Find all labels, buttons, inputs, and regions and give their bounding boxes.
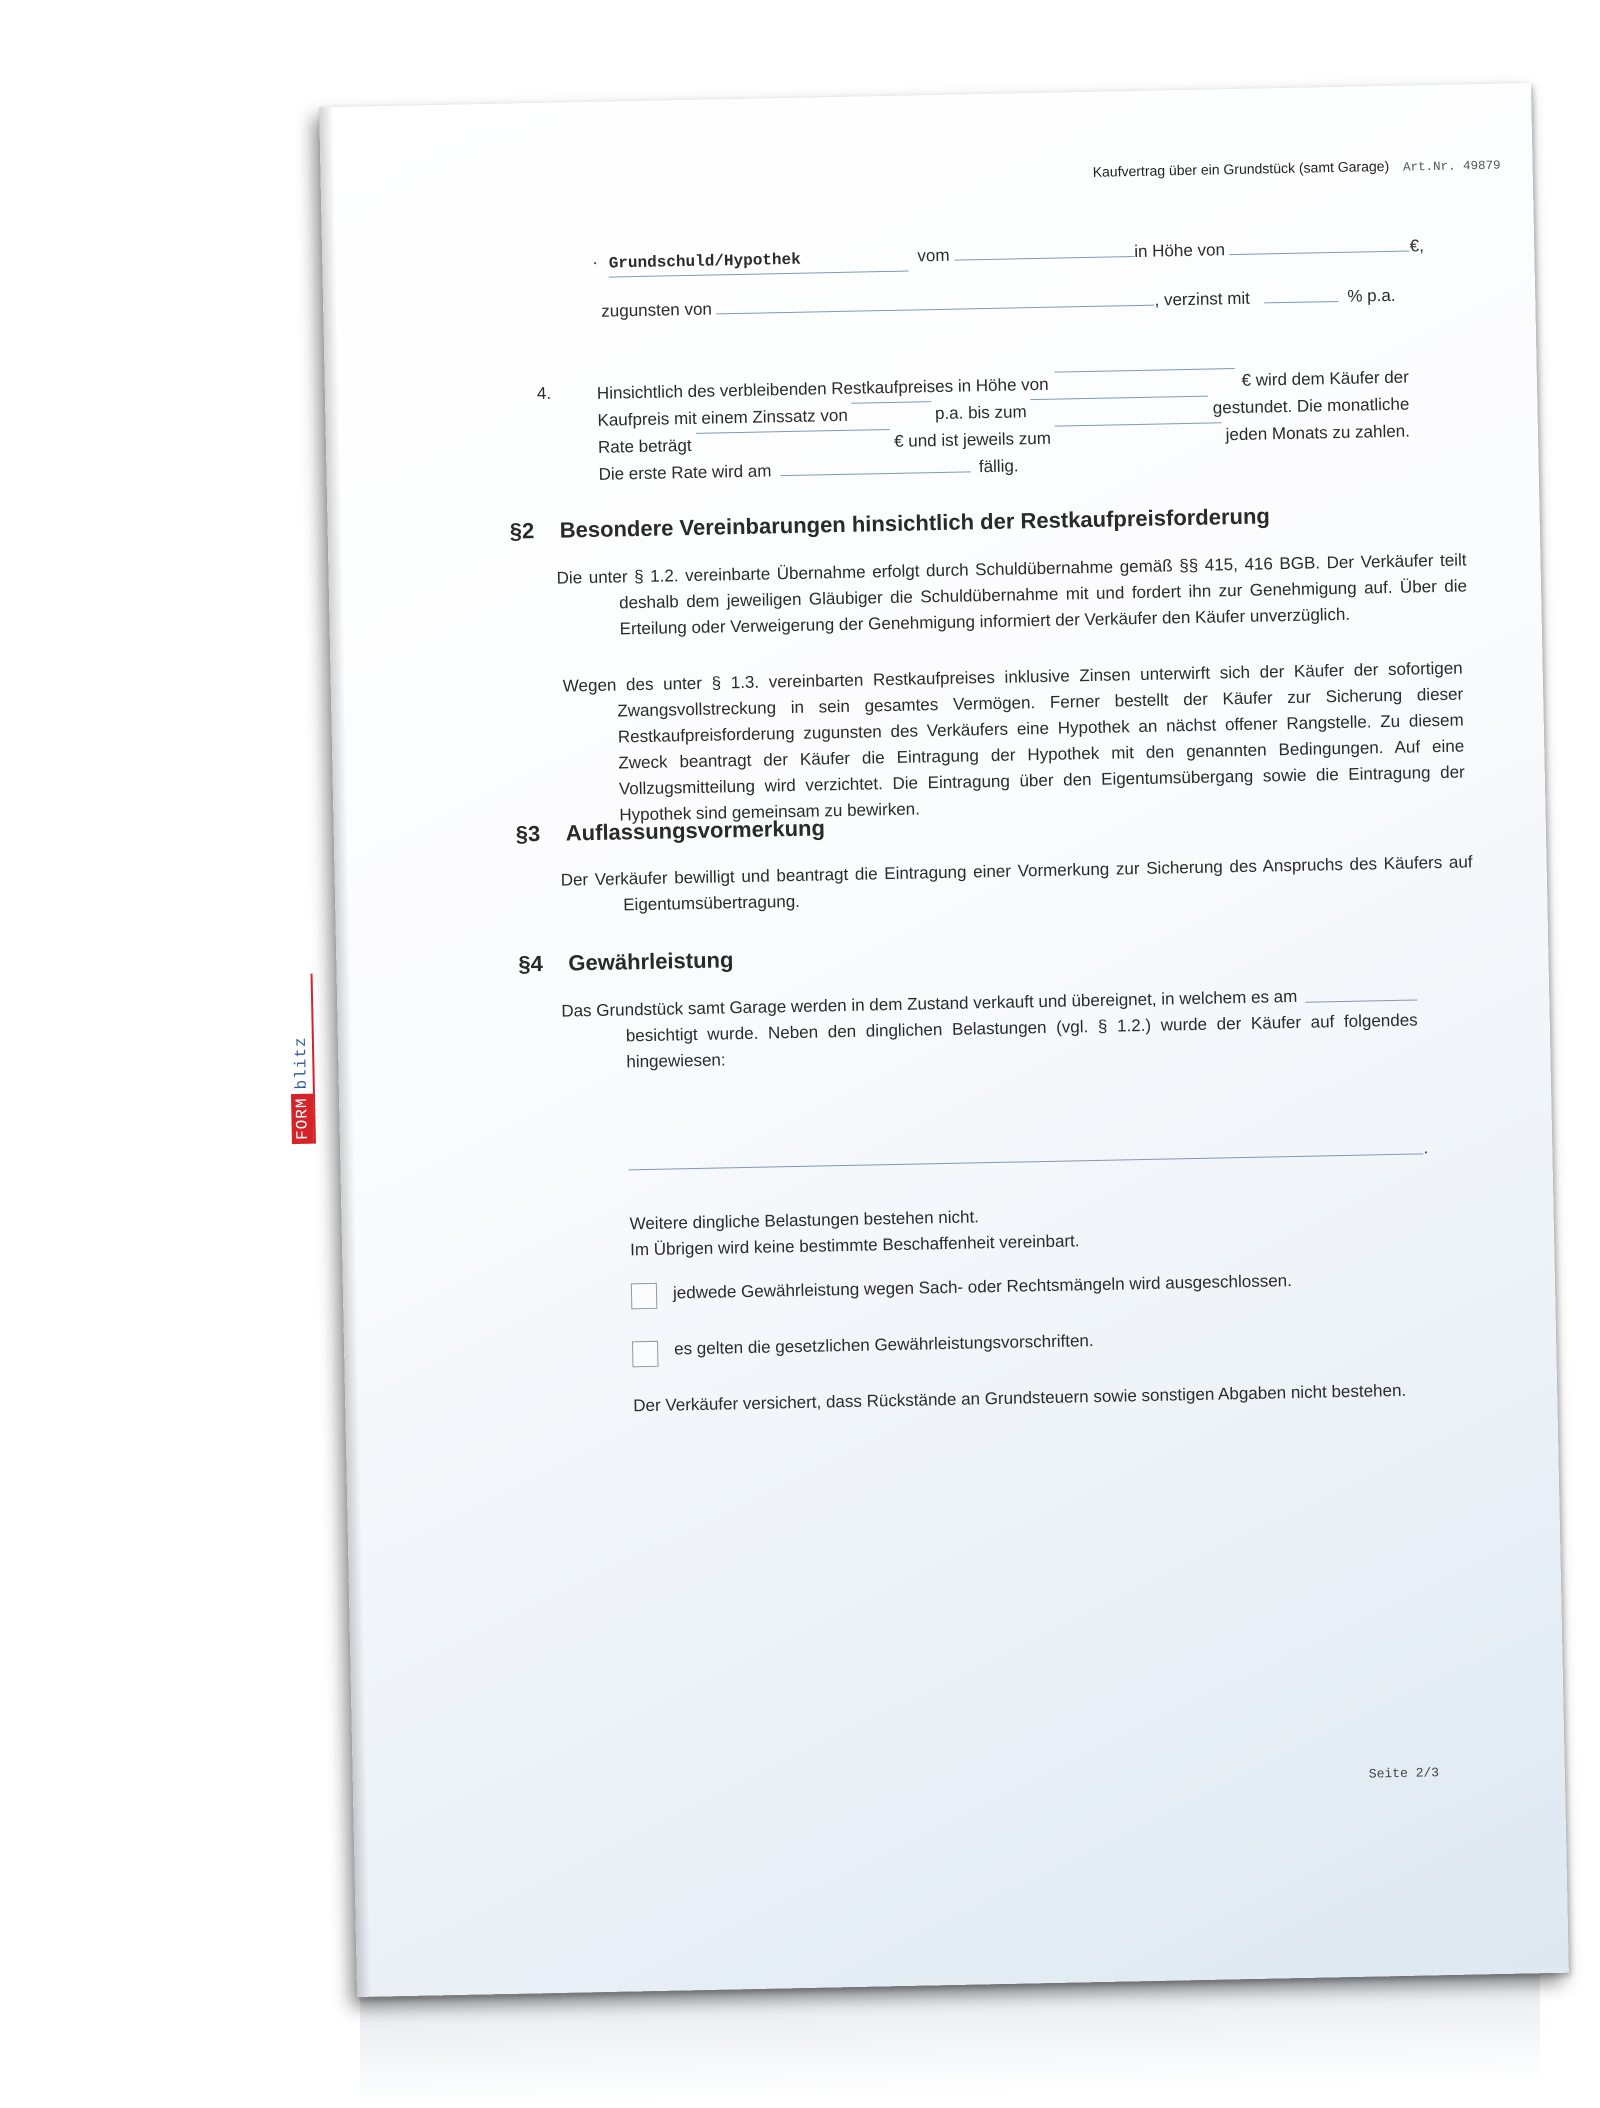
section-number: §2 (509, 518, 535, 544)
label-euro: €, (1409, 236, 1425, 256)
interest-rate-field[interactable] (852, 400, 931, 404)
article-number: Art.Nr. 49879 (1402, 158, 1501, 175)
logo-part-blitz: blitz (291, 1036, 311, 1090)
interest-field[interactable] (1265, 300, 1339, 303)
clause-4-text: p.a. bis zum (934, 402, 1027, 424)
section-title: Gewährleistung (568, 947, 734, 976)
bullet: · (592, 252, 599, 272)
page-header (1060, 156, 1500, 182)
checkbox-statutory-warranty[interactable] (632, 1341, 659, 1368)
clause-4-text: € wird dem Käufer der (1241, 367, 1409, 390)
beneficiary-field[interactable] (717, 304, 1155, 315)
clause-4-text: fällig. (978, 456, 1019, 477)
encumbrance-row-1 (592, 233, 1424, 278)
option-1-label: jedwede Gewährleistung wegen Sach- oder Rechtsmängeln wird ausgeschlossen. (672, 1271, 1293, 1303)
amount-field[interactable] (1230, 249, 1410, 255)
option-2-label: es gelten die gesetzlichen Gewährleistungsvorschriften. (673, 1331, 1094, 1359)
section-number: §4 (518, 951, 544, 977)
section-4-paragraph-4: Der Verkäufer versichert, dass Rückstände an Grundsteuern sowie sonstigen Abgaben nicht bestehen. (633, 1380, 1407, 1416)
inspection-date-field[interactable] (1305, 998, 1417, 1002)
label-in-hoehe-von: in Höhe von (1134, 240, 1226, 262)
label-zugunsten-von: zugunsten von (601, 299, 713, 321)
clause-4-number: 4. (536, 383, 552, 404)
label-percent-pa: % p.a. (1347, 285, 1396, 306)
section-3-paragraph: Der Verkäufer bewilligt und beantragt die Eintragung einer Vormerkung zur Sicherung des Anspruchs des Käufers auf Eigentumsübertragung. (560, 852, 1473, 915)
encumbrance-type-value: Grundschuld/Hypothek (608, 250, 801, 273)
section-2-paragraph-2: Wegen des unter § 1.3. vereinbarten Restkaufpreises inklusive Zinsen unterwirft sich der Käufer der sofortigen Zwangsvollstreckung in sein gesamtes Vermögen. Ferner bestellt der Käufer zur Sicherung dieser Restkaufpreisforderung zugunsten des Verkäufers eine Hypothek an nächst offener Rangstelle. Zu diesem Zweck beantragt der Käufer die Eintragung der Hypothek mit den genannten Bedingungen. Auf eine Vollzugsmitteilung wird verzichtet. Die Eintragung über den Eigentumsübergang sowie die Eintragung der Hypothek sind gemeinsam zu bewirken. (562, 658, 1465, 825)
remarks-field[interactable] (629, 1152, 1424, 1170)
section-4-paragraph-2: Weitere dingliche Belastungen bestehen nicht. (629, 1207, 980, 1234)
first-rate-date-field[interactable] (780, 470, 970, 476)
page-number: Seite 2/3 (1368, 1765, 1440, 1782)
formblitz-logo (289, 974, 316, 1144)
logo-part-form: FORM (291, 1093, 314, 1144)
label-vom: vom (917, 245, 950, 266)
label-verzinst-mit: , verzinst mit (1154, 288, 1251, 310)
clause-4-text: Hinsichtlich des verbleibenden Restkaufpreises in Höhe von (596, 374, 1049, 403)
section-title: Auflassungsvormerkung (565, 815, 826, 846)
document-title: Kaufvertrag über ein Grundstück (samt Garage) (1092, 157, 1390, 180)
clause-4-text: jeden Monats zu zahlen. (1225, 421, 1411, 445)
section-4-paragraph-cont: besichtigt wurde. Neben den dinglichen Belastungen (vgl. § 1.2.) wurde der Käufer auf folgendes hingewiesen: (625, 1010, 1418, 1072)
section-2-paragraph-1: Die unter § 1.2. vereinbarte Übernahme erfolgt durch Schuldübernahme gemäß §§ 415, 416 BGB. Der Verkäufer teilt deshalb dem jeweiligen Gläubiger die Schuldübernahme mit und fordert ihn zur Genehmigung auf. Über die Erteilung oder Verweigerung der Genehmigung informiert der Verkäufer den Käufer unverzüglich. (556, 550, 1468, 639)
section-4-text-a: Das Grundstück samt Garage werden in dem Zustand verkauft und übereignet, in welchem es am (561, 986, 1298, 1021)
section-2-heading (509, 503, 1270, 544)
encumbrance-type-field[interactable] (608, 244, 909, 278)
encumbrance-row-2 (601, 283, 1396, 325)
section-number: §3 (515, 821, 541, 847)
section-4-paragraph-3: Im Übrigen wird keine bestimmte Beschaffenheit vereinbart. (629, 1231, 1080, 1260)
document-page (291, 83, 1569, 1997)
remaining-price-field[interactable] (1054, 367, 1234, 373)
date-field[interactable] (954, 255, 1134, 261)
section-3-heading (516, 815, 826, 847)
clause-4-body (597, 364, 1411, 488)
clause-4-text: gestundet. Die monatliche (1212, 394, 1410, 418)
remarks-line-end: . (1423, 1138, 1429, 1158)
clause-4-text: € und ist jeweils zum (893, 428, 1052, 451)
clause-4-text: Die erste Rate wird am (598, 461, 772, 484)
remarks-line (628, 1135, 1428, 1177)
clause-4-text: Rate beträgt (597, 435, 692, 457)
section-4-heading (518, 947, 734, 977)
clause-4-text: Kaufpreis mit einem Zinssatz von (597, 405, 849, 430)
checkbox-warranty-excluded[interactable] (631, 1283, 658, 1310)
section-title: Besondere Vereinbarungen hinsichtlich der Restkaufpreisforderung (559, 503, 1271, 543)
